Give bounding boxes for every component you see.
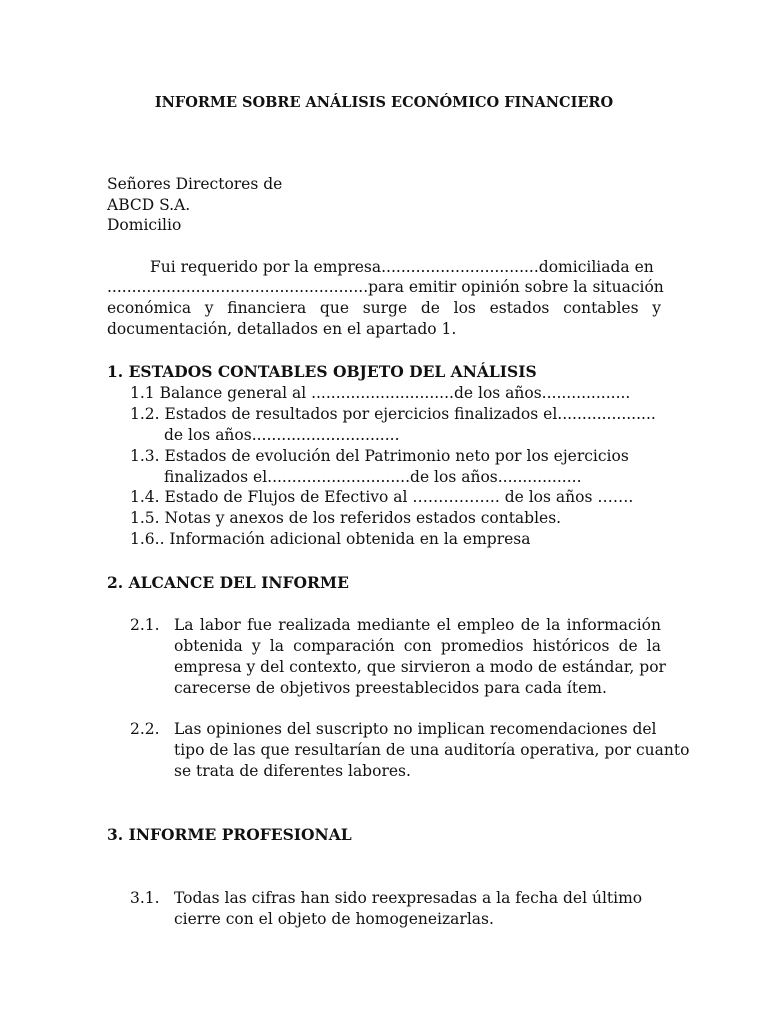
section2-item2-line-2: tipo de las que resultarían de una auditoría operativa, por cuanto [174,741,690,759]
section3-item1-line-1: Todas las cifras han sido reexpresadas a la fecha del último [174,889,643,907]
section1-item-1-2-cont: de los años.............................. [164,426,400,444]
section3-item1-number: 3.1. [130,889,160,907]
section1-item-1-6: 1.6.. Información adicional obtenida en la empresa [130,530,531,548]
section1-heading: 1. ESTADOS CONTABLES OBJETO DEL ANÁLISIS [107,362,537,381]
section2-item2-line-3: se trata de diferentes labores. [174,762,411,780]
intro-line-2: .....................................................para emitir opinión sobre la situación [107,278,664,296]
section2-item1-number: 2.1. [130,616,160,634]
section3-heading: 3. INFORME PROFESIONAL [107,825,352,844]
section2-item1-line-1: La labor fue realizada mediante el empleo de la información [174,616,661,634]
intro-line-3: económica y financiera que surge de los estados contables y [107,299,661,317]
section1-item-1-3-cont: finalizados el.............................de los años................. [164,468,582,486]
intro-line-4: documentación, detallados en el apartado 1. [107,320,457,338]
section2-item1-line-3: empresa y del contexto, que sirvieron a modo de estándar, por [174,658,666,676]
addressee-line-2: ABCD S.A. [107,196,191,214]
section3-item1-line-2: cierre con el objeto de homogeneizarlas. [174,910,494,928]
addressee-line-1: Señores Directores de [107,175,283,193]
section2-item2-line-1: Las opiniones del suscripto no implican recomendaciones del [174,720,657,738]
section1-item-1-5: 1.5. Notas y anexos de los referidos estados contables. [130,509,562,527]
section2-item2-number: 2.2. [130,720,160,738]
section2-heading: 2. ALCANCE DEL INFORME [107,573,349,592]
section1-item-1-4: 1.4. Estado de Flujos de Efectivo al …………….. de los años ……. [130,488,634,506]
section1-item-1-1: 1.1 Balance general al .............................de los años.................. [130,384,631,402]
section1-item-1-2: 1.2. Estados de resultados por ejercicios finalizados el.................... [130,405,656,423]
document-title: INFORME SOBRE ANÁLISIS ECONÓMICO FINANCIERO [154,94,614,111]
intro-line-1: Fui requerido por la empresa................................domiciliada en [150,258,654,276]
section2-item1-line-4: carecerse de objetivos preestablecidos para cada ítem. [174,679,607,697]
section1-item-1-3: 1.3. Estados de evolución del Patrimonio neto por los ejercicios [130,447,629,465]
addressee-line-3: Domicilio [107,216,182,234]
section2-item1-line-2: obtenida y la comparación con promedios históricos de la [174,637,661,655]
